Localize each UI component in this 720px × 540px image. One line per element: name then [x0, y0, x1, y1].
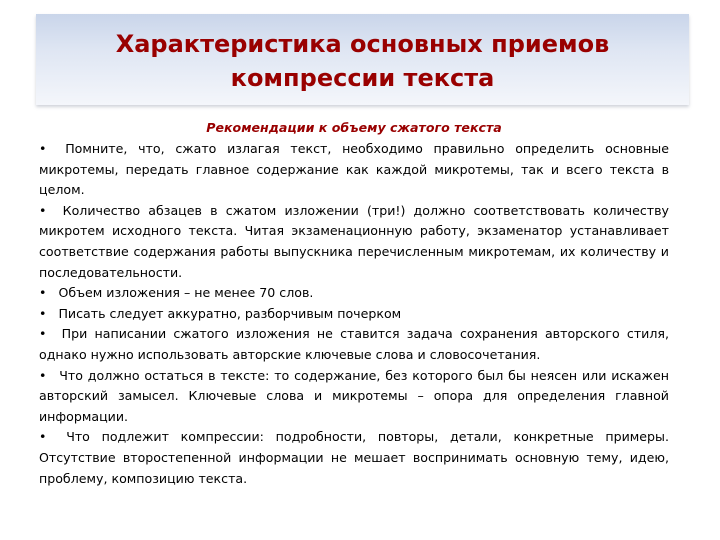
list-item-text: Писать следует аккуратно, разборчивым почерком — [58, 305, 402, 321]
bullet-icon: • — [39, 367, 47, 383]
bullet-icon: • — [39, 202, 47, 218]
list-item — [39, 366, 669, 428]
slide-title — [36, 27, 689, 95]
list-item-text: Количество абзацев в сжатом изложении (три!) должно соответствовать количеству микротем исходного текста. Читая экзаменационную работу, экзаменатор устанавливает соответствие содержания работы выпускника перечисленным микротемам, их количеству и последовательности. — [39, 202, 670, 280]
list-item-text: Что должно остаться в тексте: то содержание, без которого был бы неясен или искажен авторский замысел. Ключевые слова и микротемы – опора для определения главной информации. — [39, 367, 669, 424]
list-item — [39, 427, 669, 489]
list-item — [39, 139, 669, 201]
bullet-icon: • — [39, 429, 47, 445]
slide-content — [39, 118, 669, 489]
bullet-icon: • — [39, 285, 47, 301]
list-item-text: Объем изложения – не менее 70 слов. — [58, 285, 314, 301]
bullet-icon: • — [39, 305, 47, 321]
slide-subtitle: Рекомендации к объему сжатого текста — [206, 120, 502, 135]
list-item-text: Что подлежит компрессии: подробности, повторы, детали, конкретные примеры. Отсутствие второстепенной информации не мешает воспринимать основную тему, идею, проблему, композицию текста. — [39, 429, 669, 486]
slide-title-line-1: Характеристика основных приемов — [115, 30, 610, 58]
bullet-icon: • — [39, 141, 47, 156]
list-item — [39, 201, 669, 283]
bullet-icon: • — [39, 326, 47, 342]
slide-title-line-2: компрессии текста — [230, 64, 495, 92]
list-item — [39, 324, 669, 365]
list-item — [39, 304, 669, 325]
list-item-text: Помните, что, сжато излагая текст, необходимо правильно определить основные микротемы, передать главное содержание как каждой микротемы, так и всего текста в целом. — [39, 141, 669, 198]
list-item — [39, 283, 669, 304]
list-item-text: При написании сжатого изложения не ставится задача сохранения авторского стиля, однако нужно использовать авторские ключевые слова и словосочетания. — [39, 326, 669, 362]
